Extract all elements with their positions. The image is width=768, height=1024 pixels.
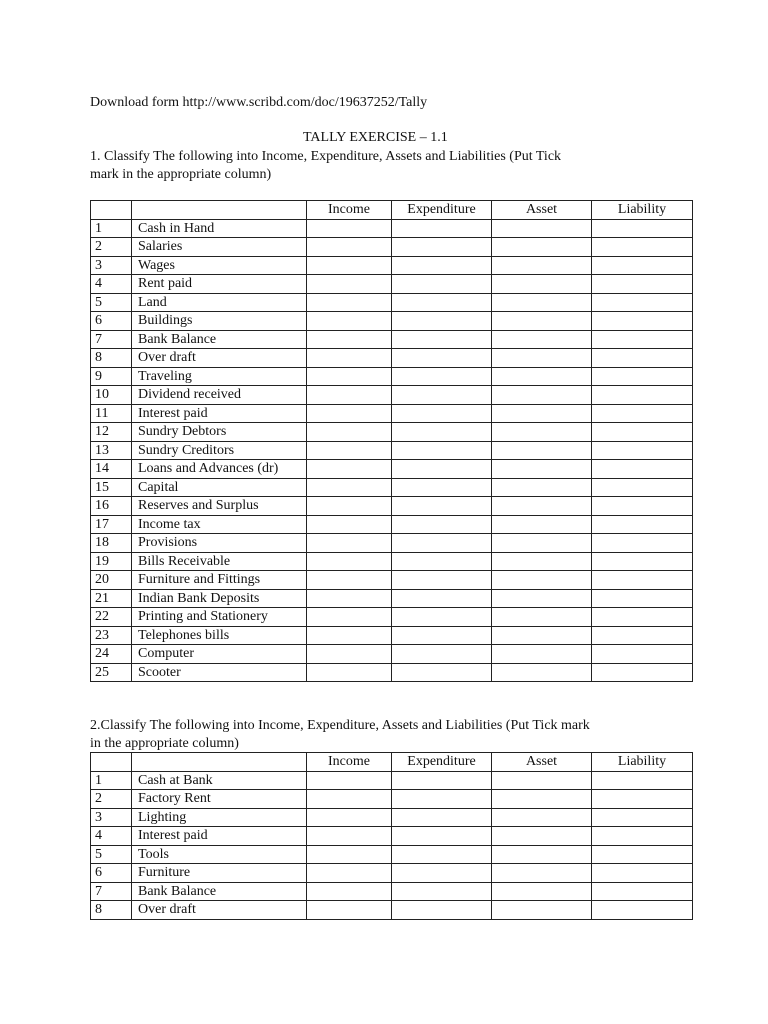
row-item-name: Bills Receivable: [132, 552, 307, 571]
row-number: 1: [91, 771, 132, 790]
tick-cell-asset[interactable]: [492, 441, 592, 460]
row-number: 2: [91, 790, 132, 809]
row-item-name: Furniture: [132, 864, 307, 883]
tick-cell-asset[interactable]: [492, 589, 592, 608]
tick-cell-income[interactable]: [307, 589, 392, 608]
table-row: [91, 349, 693, 368]
tick-cell-liability[interactable]: [592, 534, 693, 553]
tick-cell-liability[interactable]: [592, 312, 693, 331]
tick-cell-asset[interactable]: [492, 571, 592, 590]
tick-cell-income[interactable]: [307, 441, 392, 460]
tick-cell-income[interactable]: [307, 645, 392, 664]
tick-cell-income[interactable]: [307, 845, 392, 864]
tick-cell-liability[interactable]: [592, 256, 693, 275]
row-number: 17: [91, 515, 132, 534]
table-row: [91, 882, 693, 901]
table-row: [91, 515, 693, 534]
table-row: [91, 423, 693, 442]
table-row: [91, 478, 693, 497]
tick-cell-expenditure[interactable]: [392, 275, 492, 294]
row-number: 8: [91, 349, 132, 368]
tick-cell-asset[interactable]: [492, 460, 592, 479]
tick-cell-expenditure[interactable]: [392, 423, 492, 442]
tick-cell-expenditure[interactable]: [392, 349, 492, 368]
row-item-name: Sundry Creditors: [132, 441, 307, 460]
row-item-name: Furniture and Fittings: [132, 571, 307, 590]
tick-cell-income[interactable]: [307, 219, 392, 238]
row-item-name: Capital: [132, 478, 307, 497]
download-source-line: Download form http://www.scribd.com/doc/19637252/Tally: [90, 95, 428, 110]
tick-cell-income[interactable]: [307, 460, 392, 479]
row-number: 13: [91, 441, 132, 460]
row-item-name: Bank Balance: [132, 882, 307, 901]
tick-cell-liability[interactable]: [592, 478, 693, 497]
row-number: 3: [91, 256, 132, 275]
tick-cell-liability[interactable]: [592, 882, 693, 901]
tick-cell-expenditure[interactable]: [392, 515, 492, 534]
tick-cell-liability[interactable]: [592, 571, 693, 590]
tick-cell-liability[interactable]: [592, 497, 693, 516]
tick-cell-asset[interactable]: [492, 238, 592, 257]
row-item-name: Tools: [132, 845, 307, 864]
tick-cell-income[interactable]: [307, 663, 392, 682]
tick-cell-income[interactable]: [307, 827, 392, 846]
tick-cell-asset[interactable]: [492, 312, 592, 331]
tick-cell-asset[interactable]: [492, 771, 592, 790]
q1-instruction-line2: mark in the appropriate column): [90, 167, 272, 182]
table-row: [91, 386, 693, 405]
tick-cell-expenditure[interactable]: [392, 864, 492, 883]
tick-cell-liability[interactable]: [592, 349, 693, 368]
tick-cell-asset[interactable]: [492, 645, 592, 664]
tick-cell-expenditure[interactable]: [392, 571, 492, 590]
table-row: [91, 827, 693, 846]
table-row: [91, 404, 693, 423]
tick-cell-income[interactable]: [307, 552, 392, 571]
table-row: [91, 589, 693, 608]
tick-cell-expenditure[interactable]: [392, 552, 492, 571]
row-number: 20: [91, 571, 132, 590]
tick-cell-asset[interactable]: [492, 404, 592, 423]
tick-cell-liability[interactable]: [592, 330, 693, 349]
row-item-name: Rent paid: [132, 275, 307, 294]
row-number: 4: [91, 275, 132, 294]
tick-cell-expenditure[interactable]: [392, 589, 492, 608]
table-row: [91, 497, 693, 516]
row-number: 15: [91, 478, 132, 497]
tick-cell-income[interactable]: [307, 404, 392, 423]
tick-cell-expenditure[interactable]: [392, 386, 492, 405]
tick-cell-expenditure[interactable]: [392, 460, 492, 479]
row-number: 19: [91, 552, 132, 571]
tick-cell-income[interactable]: [307, 571, 392, 590]
tick-cell-income[interactable]: [307, 497, 392, 516]
row-number: 14: [91, 460, 132, 479]
tick-cell-income[interactable]: [307, 515, 392, 534]
row-item-name: Buildings: [132, 312, 307, 331]
tick-cell-income[interactable]: [307, 367, 392, 386]
row-number: 4: [91, 827, 132, 846]
tick-cell-expenditure[interactable]: [392, 256, 492, 275]
row-number: 25: [91, 663, 132, 682]
table-row: [91, 808, 693, 827]
tick-cell-asset[interactable]: [492, 478, 592, 497]
tick-cell-liability[interactable]: [592, 901, 693, 920]
tick-cell-expenditure[interactable]: [392, 808, 492, 827]
tick-cell-asset[interactable]: [492, 845, 592, 864]
tick-cell-expenditure[interactable]: [392, 845, 492, 864]
row-number: 22: [91, 608, 132, 627]
column-header-asset: Asset: [492, 753, 592, 772]
row-item-name: Over draft: [132, 901, 307, 920]
row-number: 12: [91, 423, 132, 442]
tick-cell-expenditure[interactable]: [392, 901, 492, 920]
column-header-liability: Liability: [592, 201, 693, 220]
table-row: [91, 330, 693, 349]
tick-cell-asset[interactable]: [492, 497, 592, 516]
tick-cell-liability[interactable]: [592, 275, 693, 294]
tick-cell-expenditure[interactable]: [392, 330, 492, 349]
row-item-name: Telephones bills: [132, 626, 307, 645]
tick-cell-liability[interactable]: [592, 293, 693, 312]
tick-cell-liability[interactable]: [592, 808, 693, 827]
tick-cell-asset[interactable]: [492, 256, 592, 275]
header-blank-cell: [91, 753, 132, 772]
tick-cell-asset[interactable]: [492, 367, 592, 386]
tick-cell-expenditure[interactable]: [392, 534, 492, 553]
row-item-name: Land: [132, 293, 307, 312]
row-number: 2: [91, 238, 132, 257]
tick-cell-expenditure[interactable]: [392, 478, 492, 497]
row-item-name: Interest paid: [132, 404, 307, 423]
tick-cell-expenditure[interactable]: [392, 219, 492, 238]
table-header-row: [91, 201, 693, 220]
tick-cell-liability[interactable]: [592, 608, 693, 627]
tick-cell-expenditure[interactable]: [392, 367, 492, 386]
row-item-name: Cash in Hand: [132, 219, 307, 238]
tick-cell-liability[interactable]: [592, 404, 693, 423]
tick-cell-expenditure[interactable]: [392, 238, 492, 257]
table-row: [91, 608, 693, 627]
tick-cell-asset[interactable]: [492, 534, 592, 553]
table-row: [91, 275, 693, 294]
table-row: [91, 552, 693, 571]
tick-cell-income[interactable]: [307, 790, 392, 809]
tick-cell-income[interactable]: [307, 771, 392, 790]
tick-cell-liability[interactable]: [592, 367, 693, 386]
tick-cell-liability[interactable]: [592, 626, 693, 645]
tick-cell-expenditure[interactable]: [392, 790, 492, 809]
tick-cell-income[interactable]: [307, 626, 392, 645]
tick-cell-liability[interactable]: [592, 589, 693, 608]
tick-cell-asset[interactable]: [492, 275, 592, 294]
tick-cell-asset[interactable]: [492, 790, 592, 809]
column-header-income: Income: [307, 201, 392, 220]
header-blank-cell: [91, 201, 132, 220]
tick-cell-asset[interactable]: [492, 808, 592, 827]
tick-cell-income[interactable]: [307, 256, 392, 275]
column-header-income: Income: [307, 753, 392, 772]
column-header-liability: Liability: [592, 753, 693, 772]
tick-cell-expenditure[interactable]: [392, 827, 492, 846]
tick-cell-asset[interactable]: [492, 330, 592, 349]
row-item-name: Cash at Bank: [132, 771, 307, 790]
row-number: 6: [91, 312, 132, 331]
tick-cell-income[interactable]: [307, 349, 392, 368]
column-header-asset: Asset: [492, 201, 592, 220]
row-number: 24: [91, 645, 132, 664]
row-number: 16: [91, 497, 132, 516]
tick-cell-expenditure[interactable]: [392, 882, 492, 901]
table-row: [91, 790, 693, 809]
tick-cell-expenditure[interactable]: [392, 404, 492, 423]
tick-cell-expenditure[interactable]: [392, 497, 492, 516]
tick-cell-income[interactable]: [307, 534, 392, 553]
tick-cell-income[interactable]: [307, 275, 392, 294]
table-row: [91, 663, 693, 682]
tick-cell-liability[interactable]: [592, 771, 693, 790]
tick-cell-liability[interactable]: [592, 827, 693, 846]
tick-cell-liability[interactable]: [592, 515, 693, 534]
tick-cell-liability[interactable]: [592, 441, 693, 460]
row-item-name: Bank Balance: [132, 330, 307, 349]
row-number: 8: [91, 901, 132, 920]
q2-instruction-line2: in the appropriate column): [90, 736, 239, 751]
tick-cell-expenditure[interactable]: [392, 441, 492, 460]
row-number: 7: [91, 330, 132, 349]
table-row: [91, 645, 693, 664]
row-number: 5: [91, 293, 132, 312]
tick-cell-asset[interactable]: [492, 882, 592, 901]
column-header-expenditure: Expenditure: [392, 753, 492, 772]
tick-cell-asset[interactable]: [492, 608, 592, 627]
tick-cell-liability[interactable]: [592, 423, 693, 442]
row-number: 11: [91, 404, 132, 423]
tick-cell-income[interactable]: [307, 901, 392, 920]
row-item-name: Loans and Advances (dr): [132, 460, 307, 479]
tick-cell-expenditure[interactable]: [392, 626, 492, 645]
row-number: 9: [91, 367, 132, 386]
table-row: [91, 771, 693, 790]
q1-instruction-line1: 1. Classify The following into Income, Expenditure, Assets and Liabilities (Put Tick: [90, 149, 562, 164]
tick-cell-liability[interactable]: [592, 663, 693, 682]
row-item-name: Interest paid: [132, 827, 307, 846]
tick-cell-expenditure[interactable]: [392, 608, 492, 627]
tick-cell-income[interactable]: [307, 882, 392, 901]
row-item-name: Salaries: [132, 238, 307, 257]
table-header-row: [91, 753, 693, 772]
table-row: [91, 367, 693, 386]
table-row: [91, 238, 693, 257]
row-item-name: Scooter: [132, 663, 307, 682]
tick-cell-liability[interactable]: [592, 645, 693, 664]
tick-cell-income[interactable]: [307, 808, 392, 827]
table-row: [91, 626, 693, 645]
table-row: [91, 256, 693, 275]
row-number: 1: [91, 219, 132, 238]
tick-cell-income[interactable]: [307, 330, 392, 349]
tick-cell-income[interactable]: [307, 478, 392, 497]
tick-cell-expenditure[interactable]: [392, 293, 492, 312]
tick-cell-expenditure[interactable]: [392, 645, 492, 664]
tick-cell-asset[interactable]: [492, 901, 592, 920]
tick-cell-asset[interactable]: [492, 515, 592, 534]
row-item-name: Reserves and Surplus: [132, 497, 307, 516]
tick-cell-expenditure[interactable]: [392, 663, 492, 682]
row-number: 23: [91, 626, 132, 645]
row-number: 18: [91, 534, 132, 553]
page-title: TALLY EXERCISE – 1.1: [303, 130, 448, 145]
table-row: [91, 460, 693, 479]
row-item-name: Income tax: [132, 515, 307, 534]
tick-cell-income[interactable]: [307, 312, 392, 331]
tick-cell-asset[interactable]: [492, 349, 592, 368]
tick-cell-income[interactable]: [307, 608, 392, 627]
tick-cell-income[interactable]: [307, 238, 392, 257]
row-number: 21: [91, 589, 132, 608]
row-item-name: Indian Bank Deposits: [132, 589, 307, 608]
row-number: 5: [91, 845, 132, 864]
column-header-expenditure: Expenditure: [392, 201, 492, 220]
row-number: 6: [91, 864, 132, 883]
tick-cell-asset[interactable]: [492, 552, 592, 571]
tick-cell-expenditure[interactable]: [392, 312, 492, 331]
table-row: [91, 219, 693, 238]
tick-cell-asset[interactable]: [492, 386, 592, 405]
table-row: [91, 845, 693, 864]
row-number: 7: [91, 882, 132, 901]
row-item-name: Provisions: [132, 534, 307, 553]
tick-cell-liability[interactable]: [592, 460, 693, 479]
q2-classification-table: [90, 752, 693, 920]
tick-cell-expenditure[interactable]: [392, 771, 492, 790]
row-item-name: Printing and Stationery: [132, 608, 307, 627]
tick-cell-income[interactable]: [307, 386, 392, 405]
row-item-name: Dividend received: [132, 386, 307, 405]
table-row: [91, 571, 693, 590]
tick-cell-income[interactable]: [307, 864, 392, 883]
table-row: [91, 441, 693, 460]
tick-cell-liability[interactable]: [592, 386, 693, 405]
q2-instruction-line1: 2.Classify The following into Income, Expenditure, Assets and Liabilities (Put Tick mark: [90, 718, 590, 733]
tick-cell-income[interactable]: [307, 423, 392, 442]
tick-cell-asset[interactable]: [492, 423, 592, 442]
tick-cell-liability[interactable]: [592, 845, 693, 864]
row-number: 10: [91, 386, 132, 405]
row-item-name: Lighting: [132, 808, 307, 827]
row-number: 3: [91, 808, 132, 827]
table-row: [91, 534, 693, 553]
row-item-name: Sundry Debtors: [132, 423, 307, 442]
tick-cell-liability[interactable]: [592, 790, 693, 809]
tick-cell-liability[interactable]: [592, 864, 693, 883]
row-item-name: Traveling: [132, 367, 307, 386]
tick-cell-liability[interactable]: [592, 219, 693, 238]
tick-cell-asset[interactable]: [492, 219, 592, 238]
tick-cell-asset[interactable]: [492, 626, 592, 645]
table-row: [91, 312, 693, 331]
tick-cell-asset[interactable]: [492, 293, 592, 312]
header-blank-cell: [132, 753, 307, 772]
header-blank-cell: [132, 201, 307, 220]
tick-cell-asset[interactable]: [492, 827, 592, 846]
table-row: [91, 864, 693, 883]
tick-cell-liability[interactable]: [592, 238, 693, 257]
table-row: [91, 901, 693, 920]
table-row: [91, 293, 693, 312]
row-item-name: Factory Rent: [132, 790, 307, 809]
tick-cell-asset[interactable]: [492, 864, 592, 883]
row-item-name: Over draft: [132, 349, 307, 368]
row-item-name: Computer: [132, 645, 307, 664]
tick-cell-income[interactable]: [307, 293, 392, 312]
q1-classification-table: [90, 200, 693, 682]
tick-cell-asset[interactable]: [492, 663, 592, 682]
row-item-name: Wages: [132, 256, 307, 275]
tick-cell-liability[interactable]: [592, 552, 693, 571]
